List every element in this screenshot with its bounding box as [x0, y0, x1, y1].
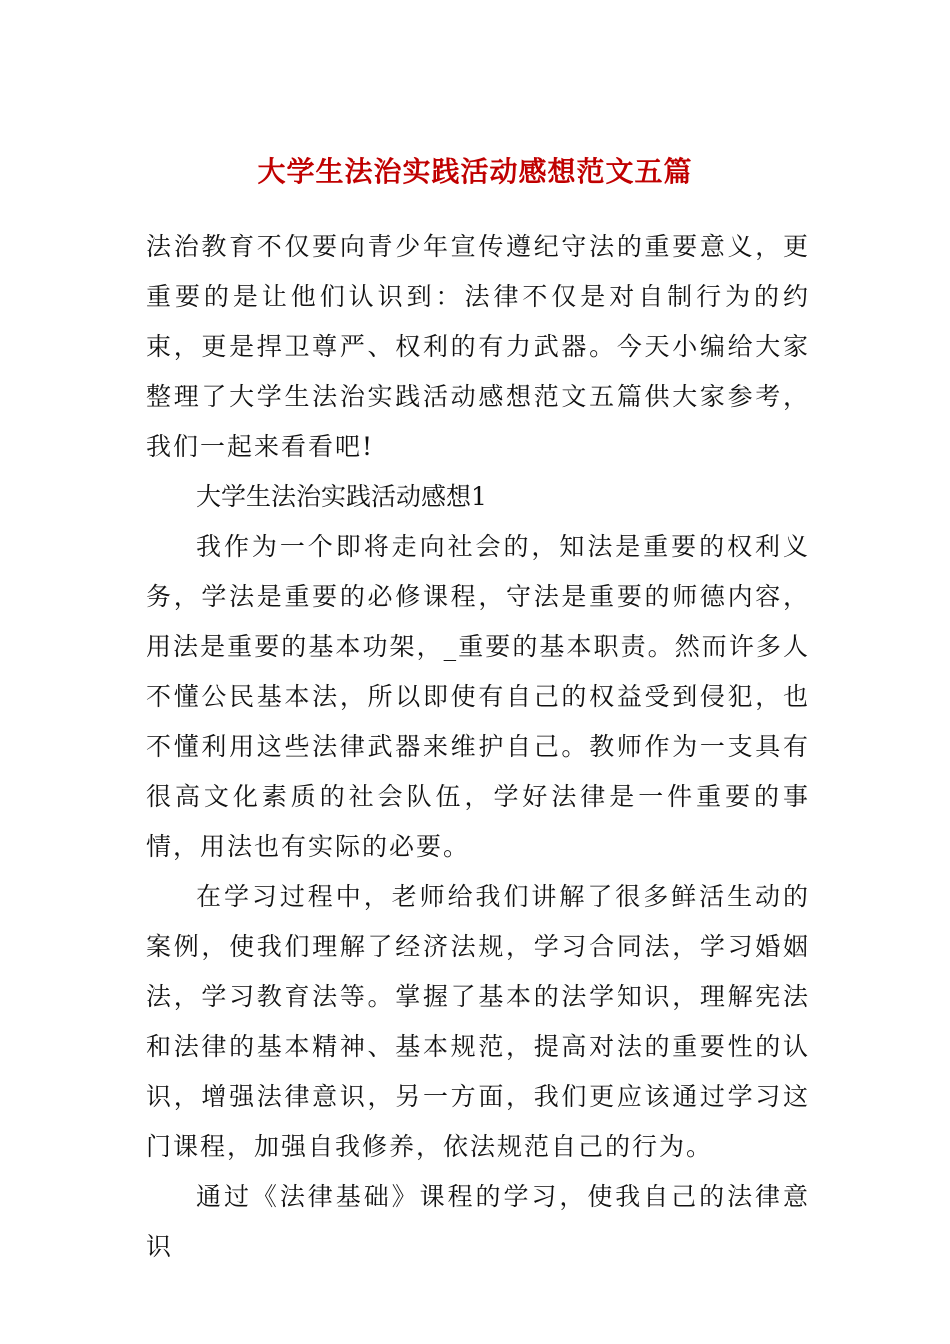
intro-paragraph: 法治教育不仅要向青少年宣传遵纪守法的重要意义，更重要的是让他们认识到：法律不仅是对自制行为的约束，更是捍卫尊严、权利的有力武器。今天小编给大家整理了大学生法治实践活动感想范文五篇供大家参考，我们一起来看看吧! — [146, 232, 810, 461]
document-body — [146, 222, 810, 1272]
document-title: 大学生法治实践活动感想范文五篇 — [257, 155, 693, 188]
body-paragraph: 在学习过程中，老师给我们讲解了很多鲜活生动的案例，使我们理解了经济法规，学习合同法，学习婚姻法，学习教育法等。掌握了基本的法学知识，理解宪法和法律的基本精神、基本规范，提高对法的重要性的认识，增强法律意识，另一方面，我们更应该通过学习这门课程，加强自我修养，依法规范自己的行为。 — [146, 882, 810, 1161]
section-heading: 大学生法治实践活动感想1 — [196, 482, 487, 511]
body-paragraph: 通过《法律基础》课程的学习，使我自己的法律意识 — [146, 1182, 810, 1261]
body-paragraph: 我作为一个即将走向社会的，知法是重要的权利义务，学法是重要的必修课程，守法是重要的师德内容，用法是重要的基本功架，_重要的基本职责。然而许多人不懂公民基本法，所以即使有自己的权益受到侵犯，也不懂利用这些法律武器来维护自己。教师作为一支具有很高文化素质的社会队伍，学好法律是一件重要的事情，用法也有实际的必要。 — [146, 532, 810, 861]
